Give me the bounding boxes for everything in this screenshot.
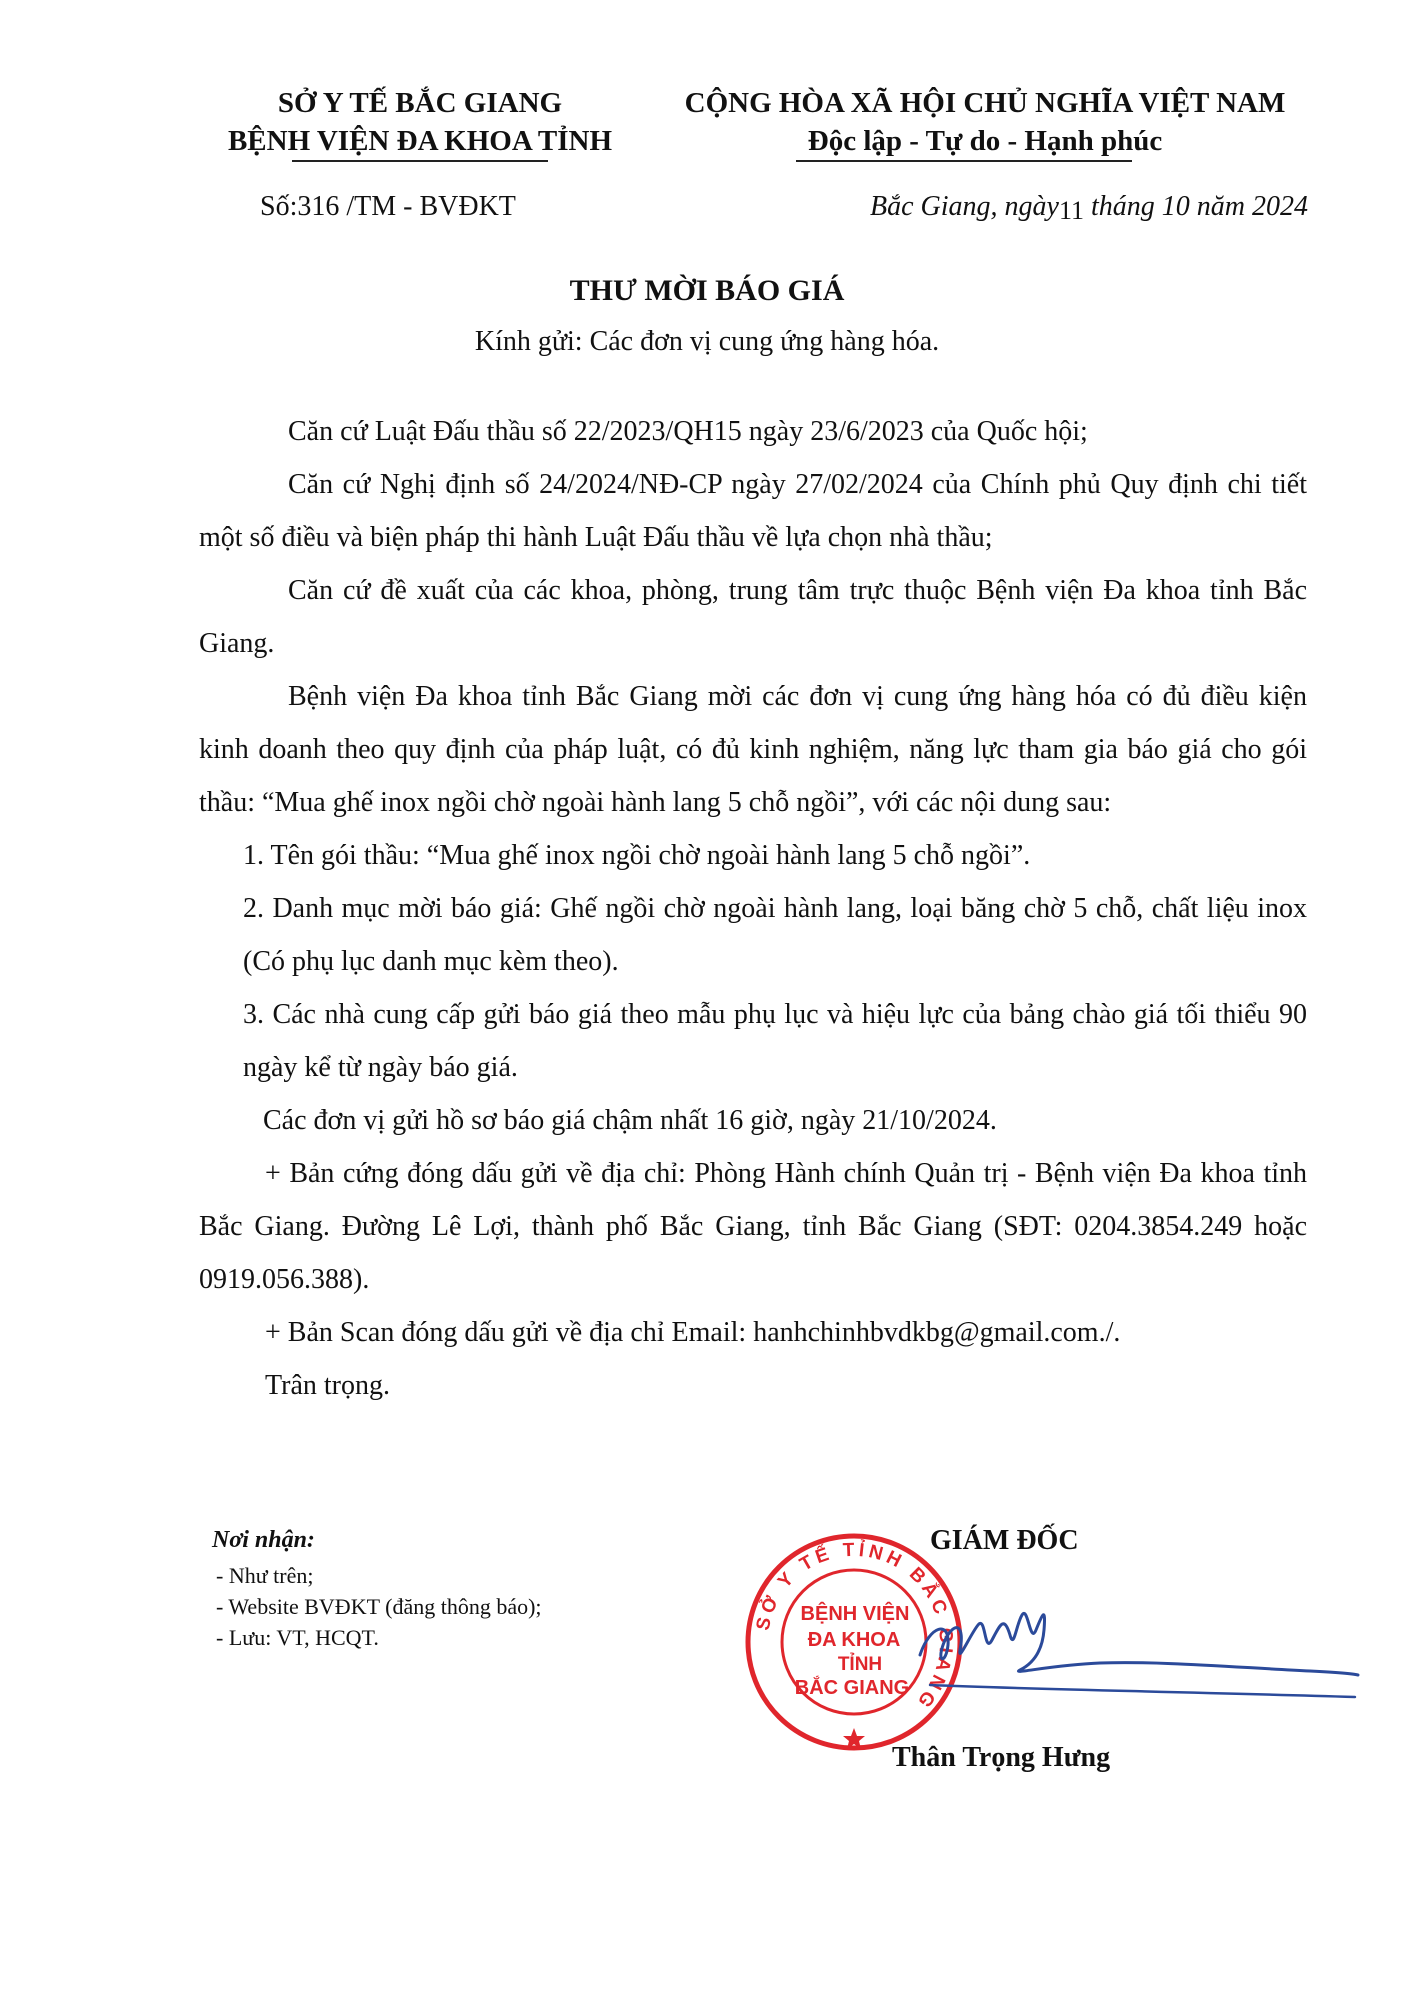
- motto-underline: [796, 160, 1132, 162]
- item-package-name: 1. Tên gói thầu: “Mua ghế inox ngồi chờ ngoài hành lang 5 chỗ ngồi”.: [243, 840, 1031, 871]
- hard-copy-instructions: + Bản cứng đóng dấu gửi về địa chỉ: Phòng Hành chính Quản trị - Bệnh viện Đa khoa tỉnh Bắc Giang. Đường Lê Lợi, thành phố Bắc Giang, tỉnh Bắc Giang (SĐT: 0204.3854.249 hoặc 0919.056.388).: [199, 1158, 1307, 1295]
- signer-position: GIÁM ĐỐC: [930, 1525, 1079, 1556]
- seal-outer-text: SỞ Y TẾ TỈNH BẮC GIANG: [752, 1539, 957, 1715]
- seal-line-2: ĐA KHOA: [807, 1629, 901, 1651]
- closing: Trân trọng.: [265, 1370, 390, 1401]
- motto: Độc lập - Tự do - Hạnh phúc: [807, 125, 1163, 157]
- item-validity-text: 3. Các nhà cung cấp gửi báo giá theo mẫu phụ lục và hiệu lực của bảng chào giá tối thiểu 90 ngày kể từ ngày báo giá.: [243, 999, 1307, 1083]
- recipient-item: - Lưu: VT, HCQT.: [216, 1625, 379, 1650]
- item-validity: [199, 988, 1307, 1094]
- document-number: Số:316 /TM - BVĐKT: [260, 191, 516, 222]
- invitation-paragraph: Bệnh viện Đa khoa tỉnh Bắc Giang mời các đơn vị cung ứng hàng hóa có đủ điều kiện kinh doanh theo quy định của pháp luật, có đủ kinh nghiệm, năng lực tham gia báo giá cho gói thầu: “Mua ghế inox ngồi chờ ngoài hành lang 5 chỗ ngồi”, với các nội dung sau:: [199, 681, 1307, 818]
- deadline: Các đơn vị gửi hồ sơ báo giá chậm nhất 16 giờ, ngày 21/10/2024.: [263, 1105, 997, 1136]
- document-body: [199, 405, 1307, 1412]
- national-motto-block: [680, 84, 1290, 160]
- issuer-underline: [292, 160, 548, 162]
- date-prefix: Bắc Giang, ngày: [869, 191, 1059, 222]
- recipient-item: - Website BVĐKT (đăng thông báo);: [216, 1594, 542, 1619]
- document-date: [870, 191, 1308, 223]
- recipients-title: Nơi nhận:: [212, 1527, 315, 1553]
- issuer-block: [190, 84, 650, 160]
- country-name: CỘNG HÒA XÃ HỘI CHỦ NGHĨA VIỆT NAM: [684, 87, 1286, 119]
- recipient-item: - Như trên;: [216, 1563, 314, 1588]
- recipients-block: [212, 1525, 542, 1653]
- item-quote-list-text: 2. Danh mục mời báo giá: Ghế ngồi chờ ngoài hành lang, loại băng chờ 5 chỗ, chất liệu inox (Có phụ lục danh mục kèm theo).: [243, 893, 1307, 977]
- issuer-hospital: BỆNH VIỆN ĐA KHOA TỈNH: [227, 125, 613, 157]
- handwritten-signature: [900, 1585, 1360, 1715]
- document-title: THƯ MỜI BÁO GIÁ: [569, 274, 845, 307]
- date-rest: tháng 10 năm 2024: [1084, 191, 1308, 222]
- signer-name: Thân Trọng Hưng: [892, 1742, 1111, 1773]
- seal-line-4: BẮC GIANG: [794, 1677, 910, 1699]
- legal-basis-2: Căn cứ Nghị định số 24/2024/NĐ-CP ngày 27/02/2024 của Chính phủ Quy định chi tiết một số điều và biện pháp thi hành Luật Đấu thầu về lựa chọn nhà thầu;: [199, 469, 1307, 553]
- issuer-department: SỞ Y TẾ BẮC GIANG: [277, 87, 563, 119]
- item-quote-list: [199, 882, 1307, 988]
- seal-line-1: BỆNH VIỆN: [800, 1603, 910, 1625]
- seal-line-3: TỈNH: [837, 1654, 883, 1675]
- signature-stroke: [920, 1613, 1358, 1675]
- legal-basis-1: Căn cứ Luật Đấu thầu số 22/2023/QH15 ngày 23/6/2023 của Quốc hội;: [288, 416, 1088, 447]
- legal-basis-3: Căn cứ đề xuất của các khoa, phòng, trung tâm trực thuộc Bệnh viện Đa khoa tỉnh Bắc Giang.: [199, 575, 1307, 659]
- date-day: 11: [1058, 196, 1084, 225]
- signature-underline: [930, 1685, 1355, 1697]
- greeting: Kính gửi: Các đơn vị cung ứng hàng hóa.: [474, 326, 940, 357]
- scan-instructions: + Bản Scan đóng dấu gửi về địa chỉ Email: hanhchinhbvdkbg@gmail.com./.: [265, 1317, 1121, 1348]
